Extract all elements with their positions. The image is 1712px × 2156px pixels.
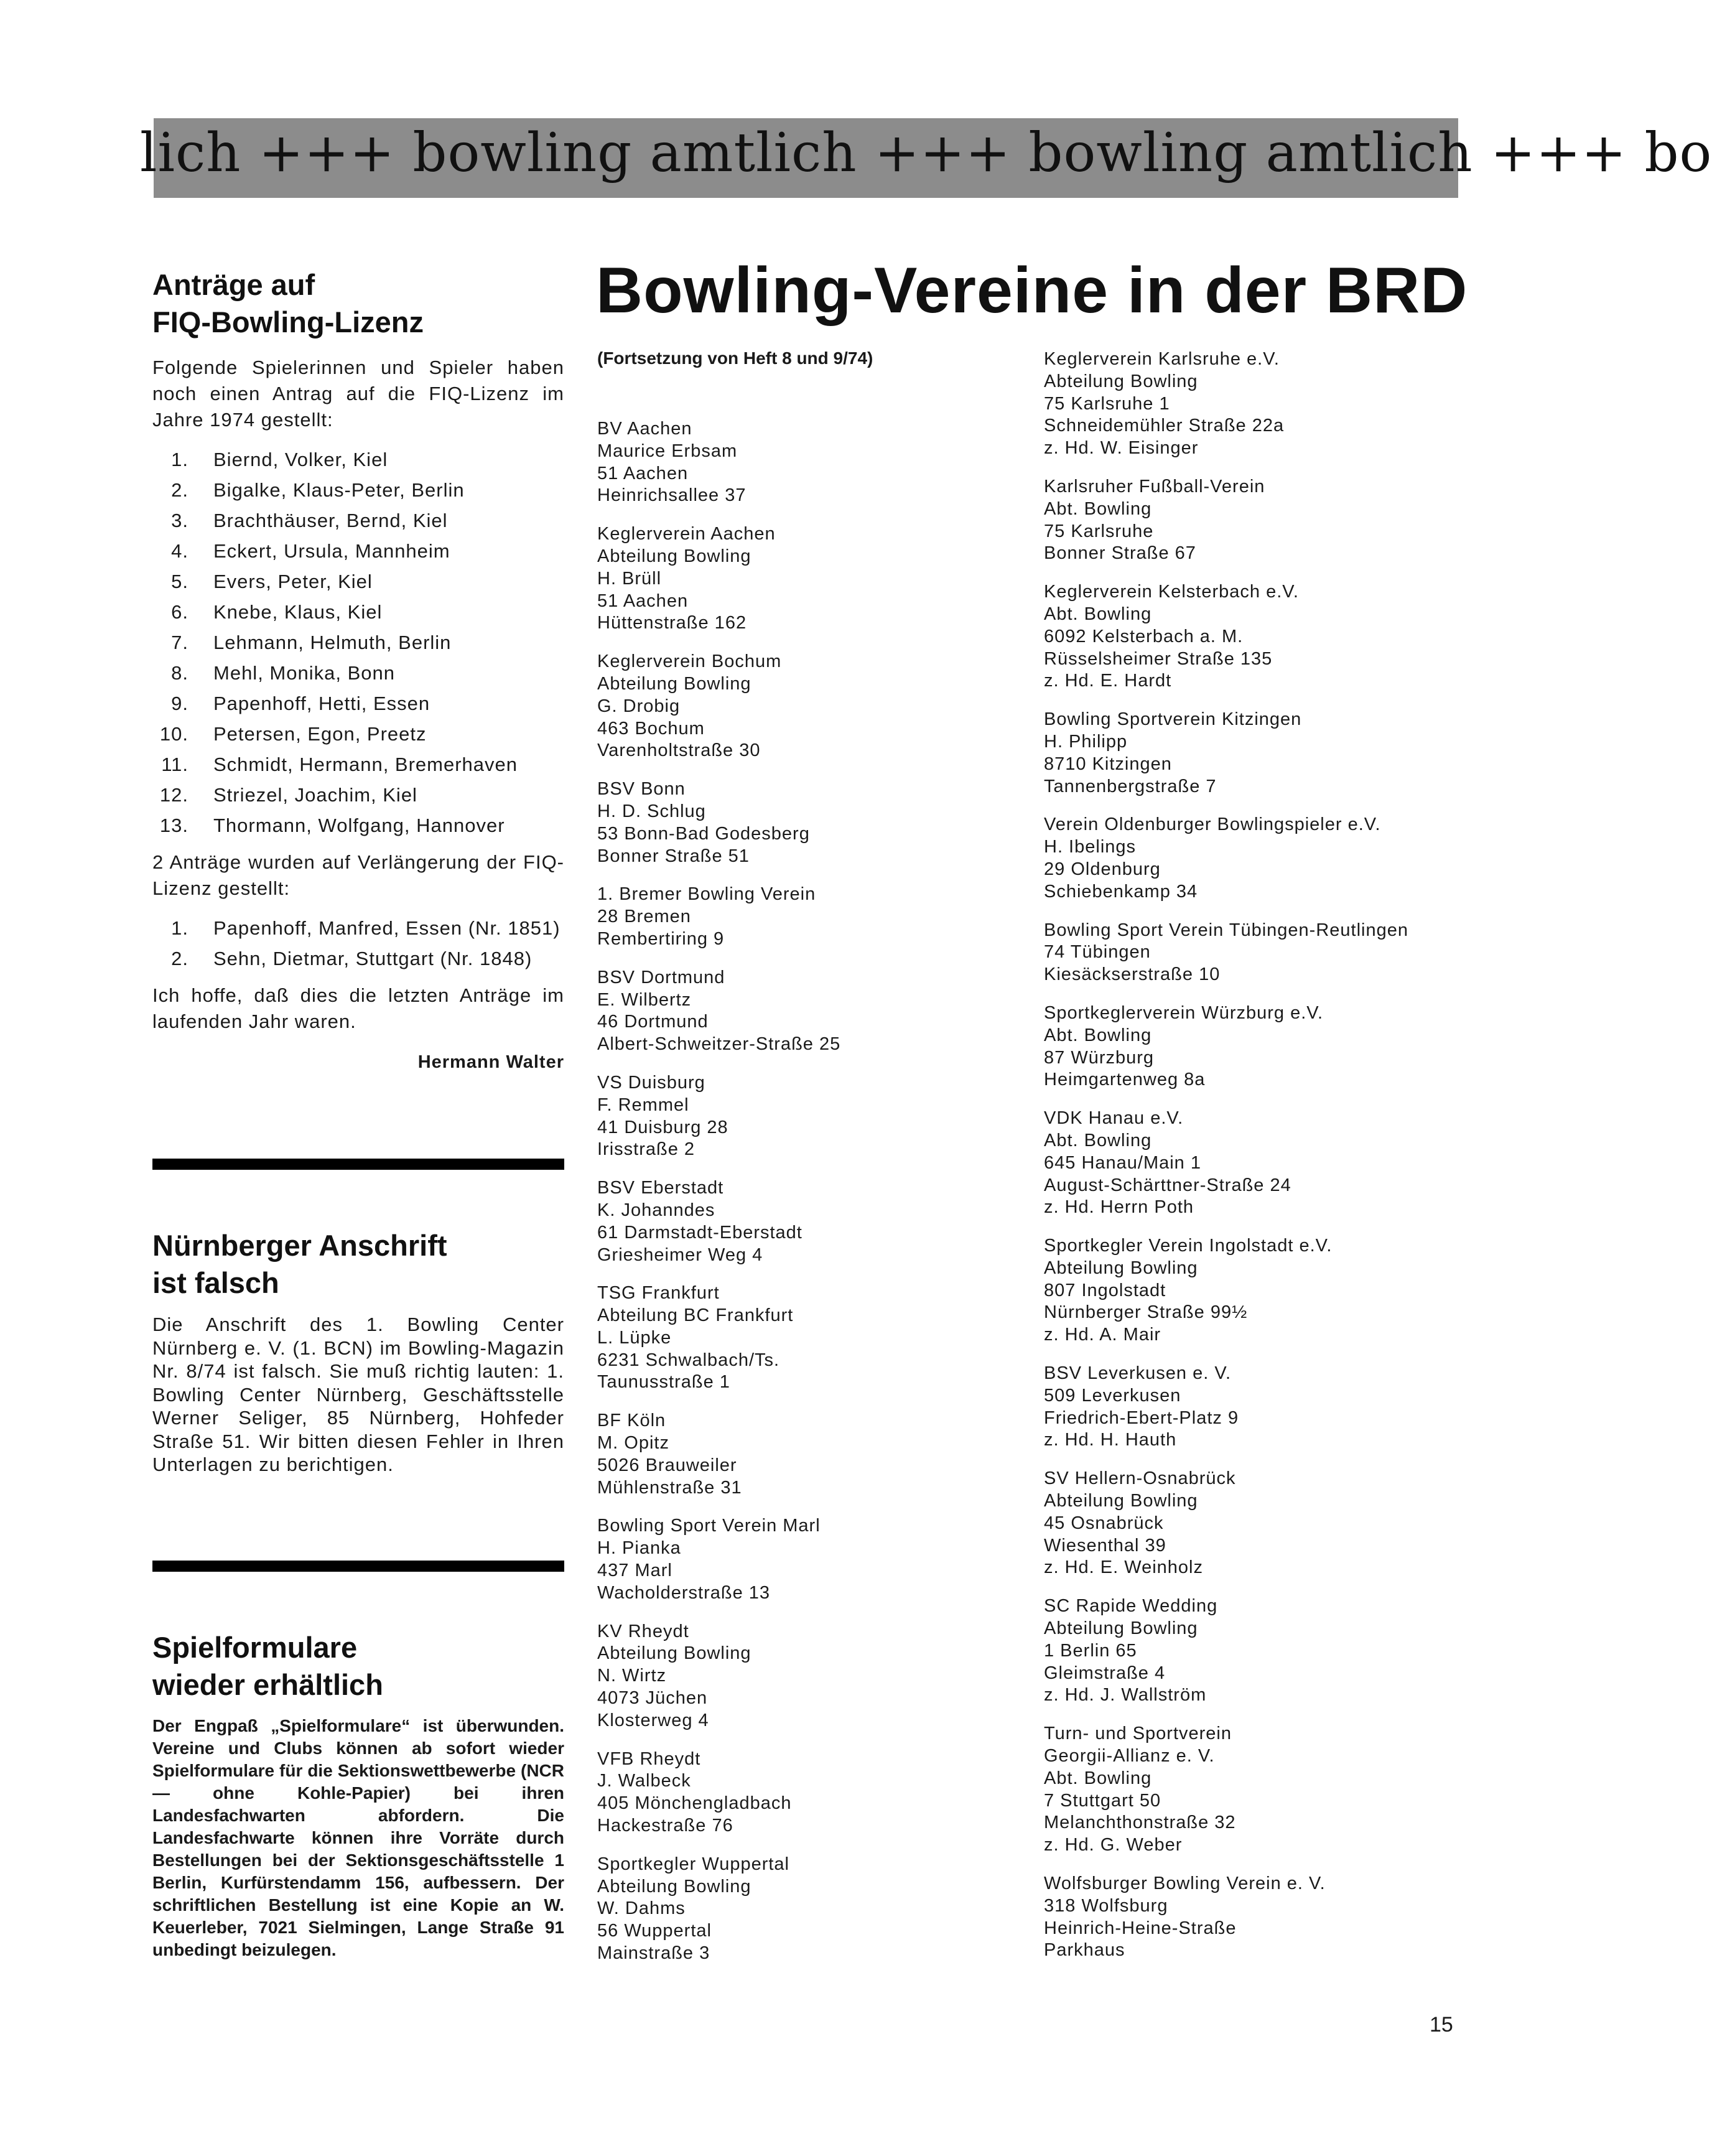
club-address-line: Wiesenthal 39 [1044,1535,1166,1556]
club-address-line: Schneidemühler Straße 22a [1044,416,1285,436]
club-address-line: 75 Karlsruhe [1044,521,1154,541]
header-banner [140,118,1712,198]
club-address-line: Griesheimer Weg 4 [597,1244,763,1265]
club-entry [1044,1723,1479,1857]
section-divider [152,1561,564,1572]
club-address-line: Tannenbergstraße 7 [1044,776,1217,796]
club-entry [597,1282,1033,1394]
item-number: 9. [171,693,188,714]
club-name: VDK Hanau e.V. [1044,1108,1184,1129]
club-address-line: Abteilung Bowling [1044,1618,1198,1639]
club-entry [597,1748,1033,1837]
club-entry [597,418,1033,507]
item-name: Evers, Peter, Kiel [213,571,373,592]
nuernberg-body: Die Anschrift des 1. Bowling Center Nürnberg e. V. (1. BCN) im Bowling-Magazin Nr. 8/74 ist falsch. Sie muß richtig lauten: 1. Bowling Center Nürnberg, Geschäftsstelle Werner Seliger, 85 Nürnberg, Hohfeder Straße 51. Wir bitten diesen Fehler in Ihren Unterlagen zu berichtigen. [152,1314,564,1475]
club-entry [1044,476,1479,565]
antraege-title-line1: Anträge auf [152,268,315,301]
club-address-line: H. Ibelings [1044,837,1137,857]
nuernberg-section [152,1227,564,1496]
club-address-line: z. Hd. G. Weber [1044,1835,1183,1855]
list-item [152,475,564,505]
club-address-line: Abteilung Bowling [1044,1491,1198,1511]
club-address-line: Abteilung Bowling [597,546,751,566]
nuernberg-title [152,1227,564,1302]
club-name: Bowling Sportverein Kitzingen [1044,709,1302,730]
list-item [152,913,564,943]
item-number: 13. [159,814,188,836]
item-number: 1. [171,917,188,939]
item-number: 2. [171,479,188,501]
club-entry [597,1177,1033,1266]
club-entry [1044,581,1479,693]
club-name: Keglerverein Aachen [597,524,776,544]
list-item [152,444,564,475]
banner-text: lich +++ bowling amtlich +++ bowling amtlich +++ bo [140,122,1712,184]
list-item [152,780,564,810]
antraege-closing: Ich hoffe, daß dies die letzten Anträge im laufenden Jahr waren. [152,984,564,1032]
item-number: 1. [171,449,188,470]
item-number: 5. [171,571,188,592]
club-address-line: H. Philipp [1044,731,1128,752]
club-entry [597,1621,1033,1732]
item-name: Papenhoff, Manfred, Essen (Nr. 1851) [213,917,561,939]
club-entry [1044,1002,1479,1091]
club-name: BSV Dortmund [597,967,725,987]
club-address-line: Bonner Straße 51 [597,846,750,866]
list-item [152,627,564,658]
club-address-line: Irisstraße 2 [597,1139,696,1160]
item-name: Bigalke, Klaus-Peter, Berlin [213,479,465,501]
renewal-list [152,913,564,974]
club-address-line: Abteilung BC Frankfurt [597,1305,794,1326]
club-address-line: Abteilung Bowling [597,673,751,694]
club-address-line: 53 Bonn-Bad Godesberg [597,823,810,844]
club-address-line: 75 Karlsruhe 1 [1044,393,1170,414]
list-item [152,597,564,627]
club-name: Bowling Sport Verein Marl [597,1516,821,1536]
club-address-line: 61 Darmstadt-Eberstadt [597,1222,802,1243]
item-name: Schmidt, Hermann, Bremerhaven [213,754,518,775]
club-name: SV Hellern-Osnabrück [1044,1468,1236,1489]
club-entry [1044,1108,1479,1219]
club-address-line: Nürnberger Straße 99½ [1044,1302,1248,1323]
club-name: Sportkeglerverein Würzburg e.V. [1044,1002,1324,1023]
nuernberg-title-line1: Nürnberger Anschrift [152,1229,447,1262]
club-address-line: Mainstraße 3 [597,1943,710,1964]
list-item [152,749,564,780]
club-name: VS Duisburg [597,1072,705,1093]
club-name: BSV Bonn [597,779,686,800]
club-name: BF Köln [597,1411,666,1431]
club-address-line: Parkhaus [1044,1940,1125,1961]
antraege-section [152,266,564,1073]
list-item [152,658,564,688]
club-address-line: z. Hd. H. Hauth [1044,1430,1177,1450]
club-entry [597,523,1033,635]
club-entry [597,1072,1033,1161]
list-item [152,719,564,749]
club-address-line: Abt. Bowling [1044,1130,1152,1150]
club-address-line: W. Dahms [597,1898,686,1919]
club-address-line: 807 Ingolstadt [1044,1280,1166,1300]
club-name: TSG Frankfurt [597,1283,720,1304]
club-address-line: Kiesäckserstraße 10 [1044,964,1221,985]
club-entry [597,651,1033,762]
item-name: Thormann, Wolfgang, Hannover [213,814,505,836]
spielformulare-title-line1: Spielformulare [152,1631,358,1664]
club-address-line: Hüttenstraße 162 [597,613,747,633]
club-address-line: Abt. Bowling [1044,1025,1152,1045]
club-name: Wolfsburger Bowling Verein e. V. [1044,1874,1326,1894]
antraege-intro: Folgende Spielerinnen und Spieler haben noch einen Antrag auf die FIQ-Lizenz im Jahre 1974 gestellt: [152,357,564,431]
spielformulare-title [152,1629,564,1704]
item-name: Eckert, Ursula, Mannheim [213,540,450,562]
item-name: Knebe, Klaus, Kiel [213,601,383,623]
club-name: VFB Rheydt [597,1748,701,1769]
club-address-line: E. Wilbertz [597,989,692,1010]
club-address-line: 8710 Kitzingen [1044,754,1172,774]
club-address-line: 6092 Kelsterbach a. M. [1044,626,1244,646]
club-column-1 [597,418,1033,1981]
club-address-line: Schiebenkamp 34 [1044,881,1198,902]
club-entry [1044,1363,1479,1452]
nuernberg-title-line2: ist falsch [152,1266,279,1299]
club-address-line: Friedrich-Ebert-Platz 9 [1044,1407,1239,1428]
club-column-2 [1044,348,1479,1978]
page-number: 15 [1430,2013,1453,2037]
club-address-line: z. Hd. J. Wallström [1044,1685,1207,1706]
club-address-line: August-Schärttner-Straße 24 [1044,1175,1291,1195]
club-address-line: 41 Duisburg 28 [597,1117,728,1137]
club-address-line: 46 Dortmund [597,1012,709,1032]
item-name: Striezel, Joachim, Kiel [213,784,417,806]
club-address-line: z. Hd. A. Mair [1044,1325,1161,1345]
club-address-line: Wacholderstraße 13 [597,1582,771,1603]
list-item [152,505,564,536]
signature: Hermann Walter [417,1052,564,1072]
club-entry [1044,1468,1479,1579]
club-name: BSV Leverkusen e. V. [1044,1363,1232,1384]
club-address-line: Heimgartenweg 8a [1044,1070,1206,1090]
club-address-line: Gleimstraße 4 [1044,1663,1166,1683]
club-address-line: 56 Wuppertal [597,1921,712,1941]
club-address-line: Klosterweg 4 [597,1710,709,1730]
club-address-line: 7 Stuttgart 50 [1044,1790,1161,1811]
club-address-line: Heinrichsallee 37 [597,485,747,506]
club-address-line: Abt. Bowling [1044,604,1152,624]
club-name: Verein Oldenburger Bowlingspieler e.V. [1044,814,1381,835]
club-address-line: G. Drobig [597,696,681,716]
list-item [152,810,564,841]
club-name: Karlsruher Fußball-Verein [1044,476,1265,497]
club-address-line: z. Hd. E. Weinholz [1044,1557,1204,1578]
club-name: KV Rheydt [597,1621,689,1641]
item-number: 2. [171,948,188,969]
club-entry [597,1854,1033,1965]
club-name: Sportkegler Verein Ingolstadt e.V. [1044,1236,1333,1256]
club-address-line: Abt. Bowling [1044,498,1152,519]
club-name: BV Aachen [597,419,692,439]
list-item [152,943,564,974]
spielformulare-section [152,1629,564,1979]
item-number: 12. [159,784,188,806]
club-address-line: 28 Bremen [597,907,691,927]
club-address-line: Rembertiring 9 [597,928,725,949]
club-address-line: 509 Leverkusen [1044,1385,1181,1406]
club-address-line: 463 Bochum [597,718,705,739]
club-address-line: K. Johanndes [597,1200,715,1220]
club-address-line: F. Remmel [597,1094,689,1115]
club-address-line: H. Brüll [597,568,662,589]
club-name: Keglerverein Karlsruhe e.V. [1044,349,1280,369]
club-entry [1044,1595,1479,1707]
renewal-intro: 2 Anträge wurden auf Verlängerung der FIQ-Lizenz gestellt: [152,851,564,899]
item-number: 6. [171,601,188,623]
spielformulare-body: Der Engpaß „Spielformulare“ ist überwunden. Vereine und Clubs können ab sofort wieder Spielformulare für die Sektionswettbewerbe (NCR — ohne Kohle-Papier) bei ihren Landesfachwarten abfordern. Die Landesfachwarte können ihre Vorräte durch Bestellungen bei der Sektionsgeschäftsstelle 1 Berlin, Kurfürstendamm 156, aufbessern. Der schriftlichen Bestellung ist eine Kopie an W. Keuerleber, 7021 Sielmingen, Lange Straße 91 unbedingt beizulegen. [152,1716,564,1959]
club-name: Bowling Sport Verein Tübingen-Reutlingen [1044,920,1408,940]
club-name: Keglerverein Kelsterbach e.V. [1044,582,1299,602]
list-item [152,536,564,566]
item-number: 7. [171,632,188,653]
club-entry [1044,709,1479,798]
club-address-line: 645 Hanau/Main 1 [1044,1152,1201,1173]
club-address-line: Abteilung Bowling [1044,371,1198,391]
club-address-line: 45 Osnabrück [1044,1513,1164,1533]
club-address-line: Abteilung Bowling [597,1643,751,1664]
club-address-line: Varenholtstraße 30 [597,740,761,761]
club-address-line: Bonner Straße 67 [1044,543,1196,564]
list-item [152,566,564,597]
club-name: Keglerverein Bochum [597,651,782,672]
item-number: 8. [171,662,188,684]
item-number: 3. [171,510,188,531]
club-entry [597,967,1033,1056]
club-address-line: Albert-Schweitzer-Straße 25 [597,1034,841,1055]
club-entry [1044,348,1479,460]
club-address-line: J. Walbeck [597,1771,691,1791]
club-entry [597,778,1033,867]
club-address-line: 4073 Jüchen [597,1688,708,1709]
club-address-line: 405 Mönchengladbach [597,1793,792,1814]
club-address-line: Maurice Erbsam [597,441,738,461]
club-address-line: 1 Berlin 65 [1044,1640,1137,1661]
item-name: Lehmann, Helmuth, Berlin [213,632,452,653]
club-address-line: 29 Oldenburg [1044,859,1161,879]
club-address-line: 6231 Schwalbach/Ts. [597,1350,780,1370]
club-address-line: N. Wirtz [597,1666,667,1686]
club-address-line: Rüsselsheimer Straße 135 [1044,648,1273,669]
club-address-line: 51 Aachen [597,463,689,483]
antraege-title [152,266,564,341]
club-entry [1044,1235,1479,1346]
club-name: 1. Bremer Bowling Verein [597,884,816,905]
club-address-line: H. D. Schlug [597,801,706,821]
vereine-title: Bowling-Vereine in der BRD [596,254,1468,327]
club-name: BSV Eberstadt [597,1178,724,1198]
club-address-line: Abteilung Bowling [597,1876,751,1897]
club-entry [1044,814,1479,903]
club-address-line: z. Hd. W. Eisinger [1044,438,1199,459]
club-name: SC Rapide Wedding [1044,1596,1218,1617]
club-address-line: L. Lüpke [597,1327,672,1348]
club-address-line: H. Pianka [597,1538,681,1559]
club-address-line: Abt. Bowling [1044,1768,1152,1788]
club-address-line: 74 Tübingen [1044,942,1151,963]
club-address-line: M. Opitz [597,1433,669,1454]
item-name: Brachthäuser, Bernd, Kiel [213,510,448,531]
club-address-line: Mühlenstraße 31 [597,1477,742,1498]
club-address-line: Abteilung Bowling [1044,1258,1198,1278]
club-address-line: Taunusstraße 1 [597,1372,730,1393]
club-name: Sportkegler Wuppertal [597,1854,790,1874]
club-address-line: 437 Marl [597,1561,672,1581]
club-address-line: Hackestraße 76 [597,1816,733,1836]
club-address-line: 318 Wolfsburg [1044,1895,1168,1916]
club-entry [597,1410,1033,1499]
club-address-line: z. Hd. E. Hardt [1044,671,1172,691]
item-number: 11. [161,754,188,775]
club-entry [1044,920,1479,986]
club-address-line: Melanchthonstraße 32 [1044,1813,1236,1833]
club-entry [597,884,1033,950]
item-name: Mehl, Monika, Bonn [213,662,395,684]
club-address-line: z. Hd. Herrn Poth [1044,1197,1194,1218]
club-name: Turn- und Sportverein [1044,1724,1232,1744]
section-divider [152,1159,564,1170]
club-entry [1044,1873,1479,1962]
club-address-line: 5026 Brauweiler [597,1455,737,1475]
item-name: Petersen, Egon, Preetz [213,723,427,745]
club-address-line: 51 Aachen [597,590,689,611]
item-number: 4. [171,540,188,562]
list-item [152,688,564,719]
applicant-list [152,444,564,841]
club-address-line: Georgii-Allianz e. V. [1044,1746,1215,1766]
item-name: Papenhoff, Hetti, Essen [213,693,430,714]
item-number: 10. [159,723,188,745]
club-entry [597,1515,1033,1604]
item-name: Biernd, Volker, Kiel [213,449,388,470]
item-name: Sehn, Dietmar, Stuttgart (Nr. 1848) [213,948,533,969]
club-address-line: 87 Würzburg [1044,1047,1155,1068]
antraege-title-line2: FIQ-Bowling-Lizenz [152,306,424,338]
spielformulare-title-line2: wieder erhältlich [152,1668,383,1701]
club-address-line: Heinrich-Heine-Straße [1044,1918,1237,1938]
continuation-note: (Fortsetzung von Heft 8 und 9/74) [597,348,873,368]
